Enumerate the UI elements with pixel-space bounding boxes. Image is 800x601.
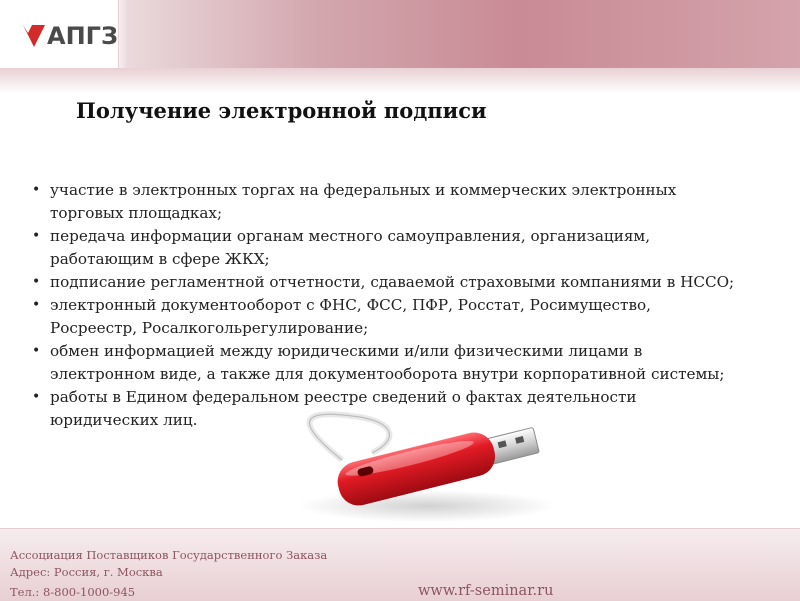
- header-fade: [0, 68, 800, 94]
- bullet-item: [28, 294, 773, 340]
- logo: [0, 0, 119, 68]
- bullet-dot-icon: •: [32, 228, 41, 244]
- page-title: Получение электронной подписи: [76, 98, 487, 123]
- header-band: [0, 0, 800, 68]
- footer-phone: Тел.: 8-800-1000-945: [10, 585, 136, 599]
- bullet-line: обмен информацией между юридическими и/или физическими лицами в: [50, 342, 643, 360]
- footer-org: Ассоциация Поставщиков Государственного Заказа: [10, 548, 328, 562]
- bullet-item: [28, 271, 773, 294]
- logo-text: АПГЗ: [47, 22, 119, 50]
- bullet-line: электронный документооборот с ФНС, ФСС, ПФР, Росстат, Росимущество,: [50, 296, 651, 314]
- footer: [0, 528, 800, 601]
- footer-site-link[interactable]: www.rf-seminar.ru: [418, 583, 554, 599]
- bullet-line: работающим в сфере ЖКХ;: [50, 250, 270, 268]
- bullet-dot-icon: •: [32, 297, 41, 313]
- footer-address: Адрес: Россия, г. Москва: [10, 565, 163, 579]
- bullet-line: работы в Едином федеральном реестре сведений о фактах деятельности: [50, 388, 637, 406]
- bullet-dot-icon: •: [32, 389, 41, 405]
- bullet-line: электронном виде, а также для документооборота внутри корпоративной системы;: [50, 365, 725, 383]
- apgz-logo-icon: [23, 25, 45, 47]
- bullet-line: подписание регламентной отчетности, сдаваемой страховыми компаниями в НССО;: [50, 273, 735, 291]
- usb-token-image: [262, 398, 562, 528]
- bullet-list: [28, 179, 773, 432]
- bullet-line: передача информации органам местного самоуправления, организациям,: [50, 227, 651, 245]
- bullet-line: Росреестр, Росалкогольрегулирование;: [50, 319, 369, 337]
- bullet-item: [28, 179, 773, 225]
- bullet-line: юридических лиц.: [50, 411, 198, 429]
- bullet-dot-icon: •: [32, 343, 41, 359]
- bullet-item: [28, 340, 773, 386]
- bullet-line: торговых площадках;: [50, 204, 223, 222]
- bullet-dot-icon: •: [32, 274, 41, 290]
- bullet-line: участие в электронных торгах на федеральных и коммерческих электронных: [50, 181, 677, 199]
- bullet-dot-icon: •: [32, 182, 41, 198]
- bullet-item: [28, 225, 773, 271]
